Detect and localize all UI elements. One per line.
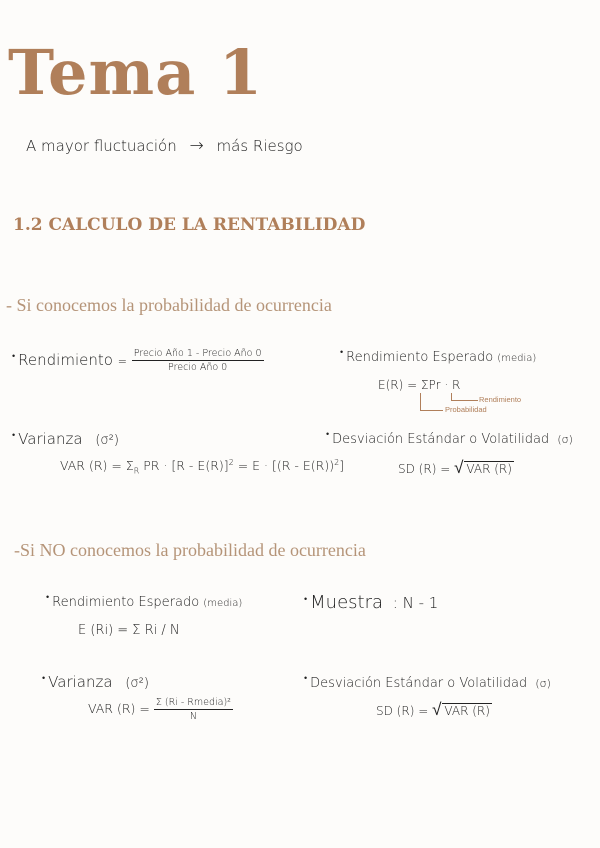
sqrt-icon: √: [432, 700, 442, 720]
intro-left: A mayor fluctuación: [26, 137, 177, 155]
varianza-formula: VAR $(R) = \Sigma_R$ PR · [R - E(R)]$^2$ = E · [(R - E(R))$^2$]: [60, 458, 345, 476]
sqrt-radicand: VAR (R): [444, 704, 490, 718]
annot-probabilidad: Probabilidad: [445, 405, 487, 414]
fraction-numerator: Precio Año 1 - Precio Año 0: [133, 348, 262, 359]
varianza2-symbol: (σ²): [125, 676, 149, 691]
bullet-icon: •: [304, 595, 308, 605]
page-title: Tema 1: [8, 36, 263, 109]
rendimiento-formula: • Rendimiento = $\frac{\text{Precio Año 1 - Precio Año 0}}{\text{Precio Año 0}}$: [12, 348, 262, 373]
sqrt-radicand: VAR (R): [466, 462, 512, 476]
esperado2-heading: [46, 595, 242, 610]
varianza-heading: [12, 430, 119, 448]
desviacion2-label: Desviación Estándar o Volatilidad: [310, 676, 528, 691]
bullet-icon: •: [304, 674, 308, 684]
desviacion-symbol: (σ): [557, 433, 573, 446]
intro-line: [26, 136, 303, 156]
fraction-numerator: Σ (Ri - Rmedia)²: [155, 697, 231, 708]
desviacion2-symbol: (σ): [535, 677, 551, 690]
esperado-label: Rendimiento Esperado: [346, 350, 494, 365]
varianza2-label: Varianza: [48, 673, 113, 691]
varianza2-fraction: [154, 697, 233, 722]
desviacion-heading: [326, 432, 573, 447]
fraction-denominator: Precio Año 0: [168, 362, 228, 373]
bullet-icon: •: [326, 430, 330, 440]
bullet-icon: •: [12, 431, 16, 441]
varianza-label: Varianza: [18, 430, 83, 448]
section-title: 1.2 CALCULO DE LA RENTABILIDAD: [13, 215, 366, 235]
muestra-line: [304, 592, 438, 613]
bullet-icon: •: [46, 593, 50, 603]
rendimiento-label: Rendimiento: [18, 351, 113, 369]
sqrt-icon: √: [454, 458, 464, 478]
muestra-value: : N - 1: [392, 594, 439, 612]
desviacion-formula: SD (R) = √ VAR (R): [398, 458, 512, 478]
desviacion2-formula: SD (R) = √ VAR (R): [376, 700, 490, 720]
annot-bracket-rendimiento: [451, 393, 478, 401]
muestra-label: Muestra: [310, 592, 384, 613]
bullet-icon: •: [42, 674, 46, 684]
arrow-icon: →: [189, 136, 204, 156]
desviacion2-heading: [304, 676, 551, 691]
varianza2-heading: [42, 673, 149, 691]
unknown-heading: -Si NO conocemos la probabilidad de ocurrencia: [14, 540, 366, 560]
varianza2-formula: VAR (R) = $\frac{\text{Σ (Ri - Rmedia)²}}{N}$: [88, 697, 231, 722]
esperado2-label-small: (media): [203, 598, 243, 609]
fraction-denominator: N: [189, 711, 197, 722]
annot-rendimiento: Rendimiento: [479, 395, 522, 404]
esperado2-label: Rendimiento Esperado: [52, 595, 200, 610]
desviacion-label: Desviación Estándar o Volatilidad: [332, 432, 550, 447]
esperado-label-small: (media): [497, 353, 537, 364]
esperado-formula: E(R) = ΣPr · R: [378, 378, 461, 392]
known-heading: - Si conocemos la probabilidad de ocurrencia: [6, 295, 332, 315]
bullet-icon: •: [340, 348, 344, 358]
esperado2-formula: E (Ri) = Σ Ri / N: [78, 623, 180, 638]
bullet-icon: •: [12, 352, 16, 362]
intro-right: más Riesgo: [216, 137, 303, 155]
rendimiento-fraction: [132, 348, 264, 373]
varianza-symbol: (σ²): [95, 433, 119, 448]
esperado-heading: [340, 350, 536, 365]
annot-bracket-probabilidad: [420, 393, 443, 411]
